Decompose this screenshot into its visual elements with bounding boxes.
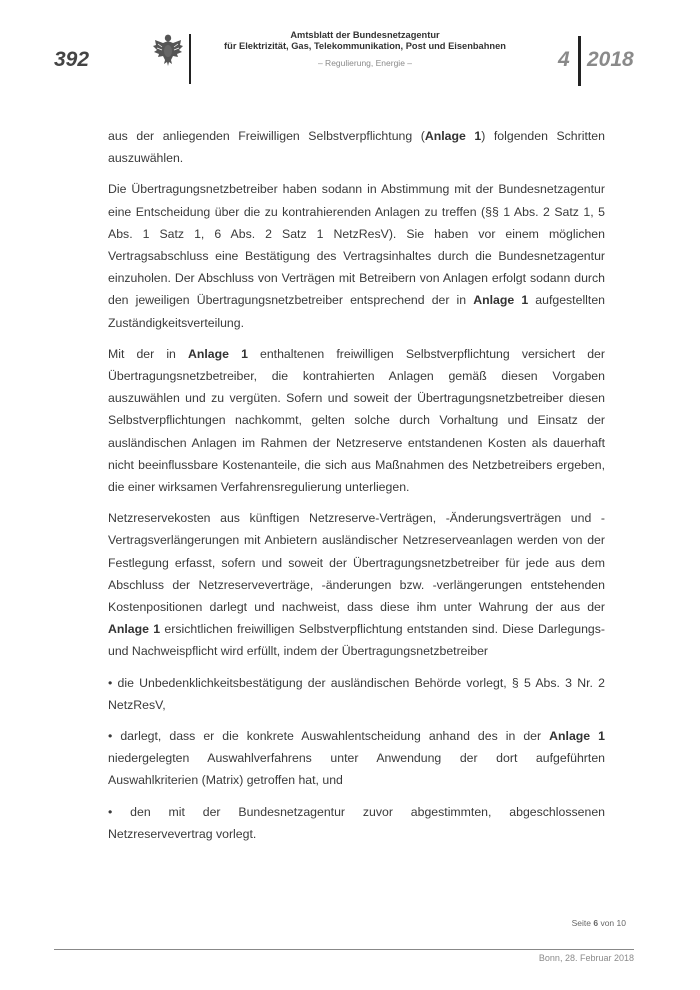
- paragraph-4: Netzreservekosten aus künftigen Netzreserve-Verträgen, -Änderungsverträgen und -Vertragsverlängerungen mit Anbietern ausländischer Netzreserveanlagen werden von der Festlegung erfasst, sofern und soweit der Übertragungsnetzbetreiber für jede aus dem Abschluss der Netzreserveverträge, -änderungen bzw. -verlängerungen entstehenden Kostenpositionen darlegt und nachweist, dass diese ihm unter Wahrung der aus der Anlage 1 ersichtlichen freiwilligen Selbstverpflichtung entstanden sind. Diese Darlegungs- und Nachweispflicht wird erfüllt, indem der Übertragungsnetzbetreiber: [108, 511, 605, 659]
- bullet-item-3: • den mit der Bundesnetzagentur zuvor abgestimmten, abgeschlossenen Netzreservevertrag vorlegt.: [108, 804, 605, 841]
- gazette-title-line2: für Elektrizität, Gas, Telekommunikation, Post und Eisenbahnen: [224, 41, 506, 51]
- header-divider-left: [189, 34, 191, 84]
- footer-divider: [54, 949, 634, 950]
- issue-number: 4: [558, 48, 570, 71]
- page-number: 392: [54, 48, 90, 71]
- document-body: [108, 125, 605, 854]
- gazette-title: [205, 30, 525, 52]
- paragraph-1: aus der anliegenden Freiwilligen Selbstverpflichtung (Anlage 1) folgenden Schritten auszuwählen.: [108, 129, 605, 166]
- federal-eagle-icon: [152, 33, 184, 67]
- annex-reference: Anlage 1: [473, 293, 529, 308]
- annex-reference: Anlage 1: [549, 729, 605, 744]
- gazette-subtitle: – Regulierung, Energie –: [317, 58, 413, 68]
- annex-reference: Anlage 1: [108, 622, 161, 637]
- total-pages: 10: [616, 918, 626, 928]
- paragraph-3: Mit der in Anlage 1 enthaltenen freiwilligen Selbstverpflichtung versichert der Übertragungsnetzbetreiber, die kontrahierten Anlagen gemäß diesen Vorgaben auszuwählen und zu vergüten. Sofern und soweit der Übertragungsnetzbetreiber diesen Selbstverpflichtungen nachkommt, gelten solche durch Vorhaltung und Einsatz der ausländischen Anlagen im Rahmen der Netzreserve entstandenen Kosten als dauerhaft nicht beeinflussbare Kostenanteile, die sich aus Maßnahmen des Netzbetreibers ergeben, die einer wirksamen Verfahrensregulierung unterliegen.: [108, 346, 605, 495]
- annex-reference: Anlage 1: [187, 346, 248, 361]
- annex-reference: Anlage 1: [424, 129, 482, 143]
- current-page: 6: [593, 918, 599, 928]
- paragraph-2: Die Übertragungsnetzbetreiber haben sodann in Abstimmung mit der Bundesnetzagentur eine Entscheidung über die zu kontrahierenden Anlagen zu treffen (§§ 1 Abs. 2 Satz 1, 5 Abs. 1 Satz 1, 6 Abs. 2 Satz 1 NetzResV). Sie haben vor einem möglichen Vertragsabschluss eine Bestätigung des Vertragsinhaltes durch die Bundesnetzagentur einzuholen. Der Abschluss von Verträgen mit Betreibern von Anlagen erfolgt sodann durch den jeweiligen Übertragungsnetzbetreiber entsprechend der in Anlage 1 aufgestellten Zuständigkeitsverteilung.: [108, 182, 605, 330]
- bullet-item-1: • die Unbedenklichkeitsbestätigung der ausländischen Behörde vorlegt, § 5 Abs. 3 Nr. 2 NetzResV,: [108, 675, 605, 712]
- gazette-title-line1: Amtsblatt der Bundesnetzagentur: [290, 30, 440, 40]
- page-counter: Seite 6 von 10: [571, 918, 626, 928]
- bullet-item-2: • darlegt, dass er die konkrete Auswahlentscheidung anhand des in der Anlage 1 niedergelegten Auswahlverfahrens unter Anwendung der dort aufgeführten Auswahlkriterien (Matrix) getroffen hat, und: [108, 729, 605, 788]
- header-divider-right: [578, 36, 581, 86]
- issue-year: 2018: [587, 48, 634, 71]
- footer-date: Bonn, 28. Februar 2018: [538, 953, 634, 963]
